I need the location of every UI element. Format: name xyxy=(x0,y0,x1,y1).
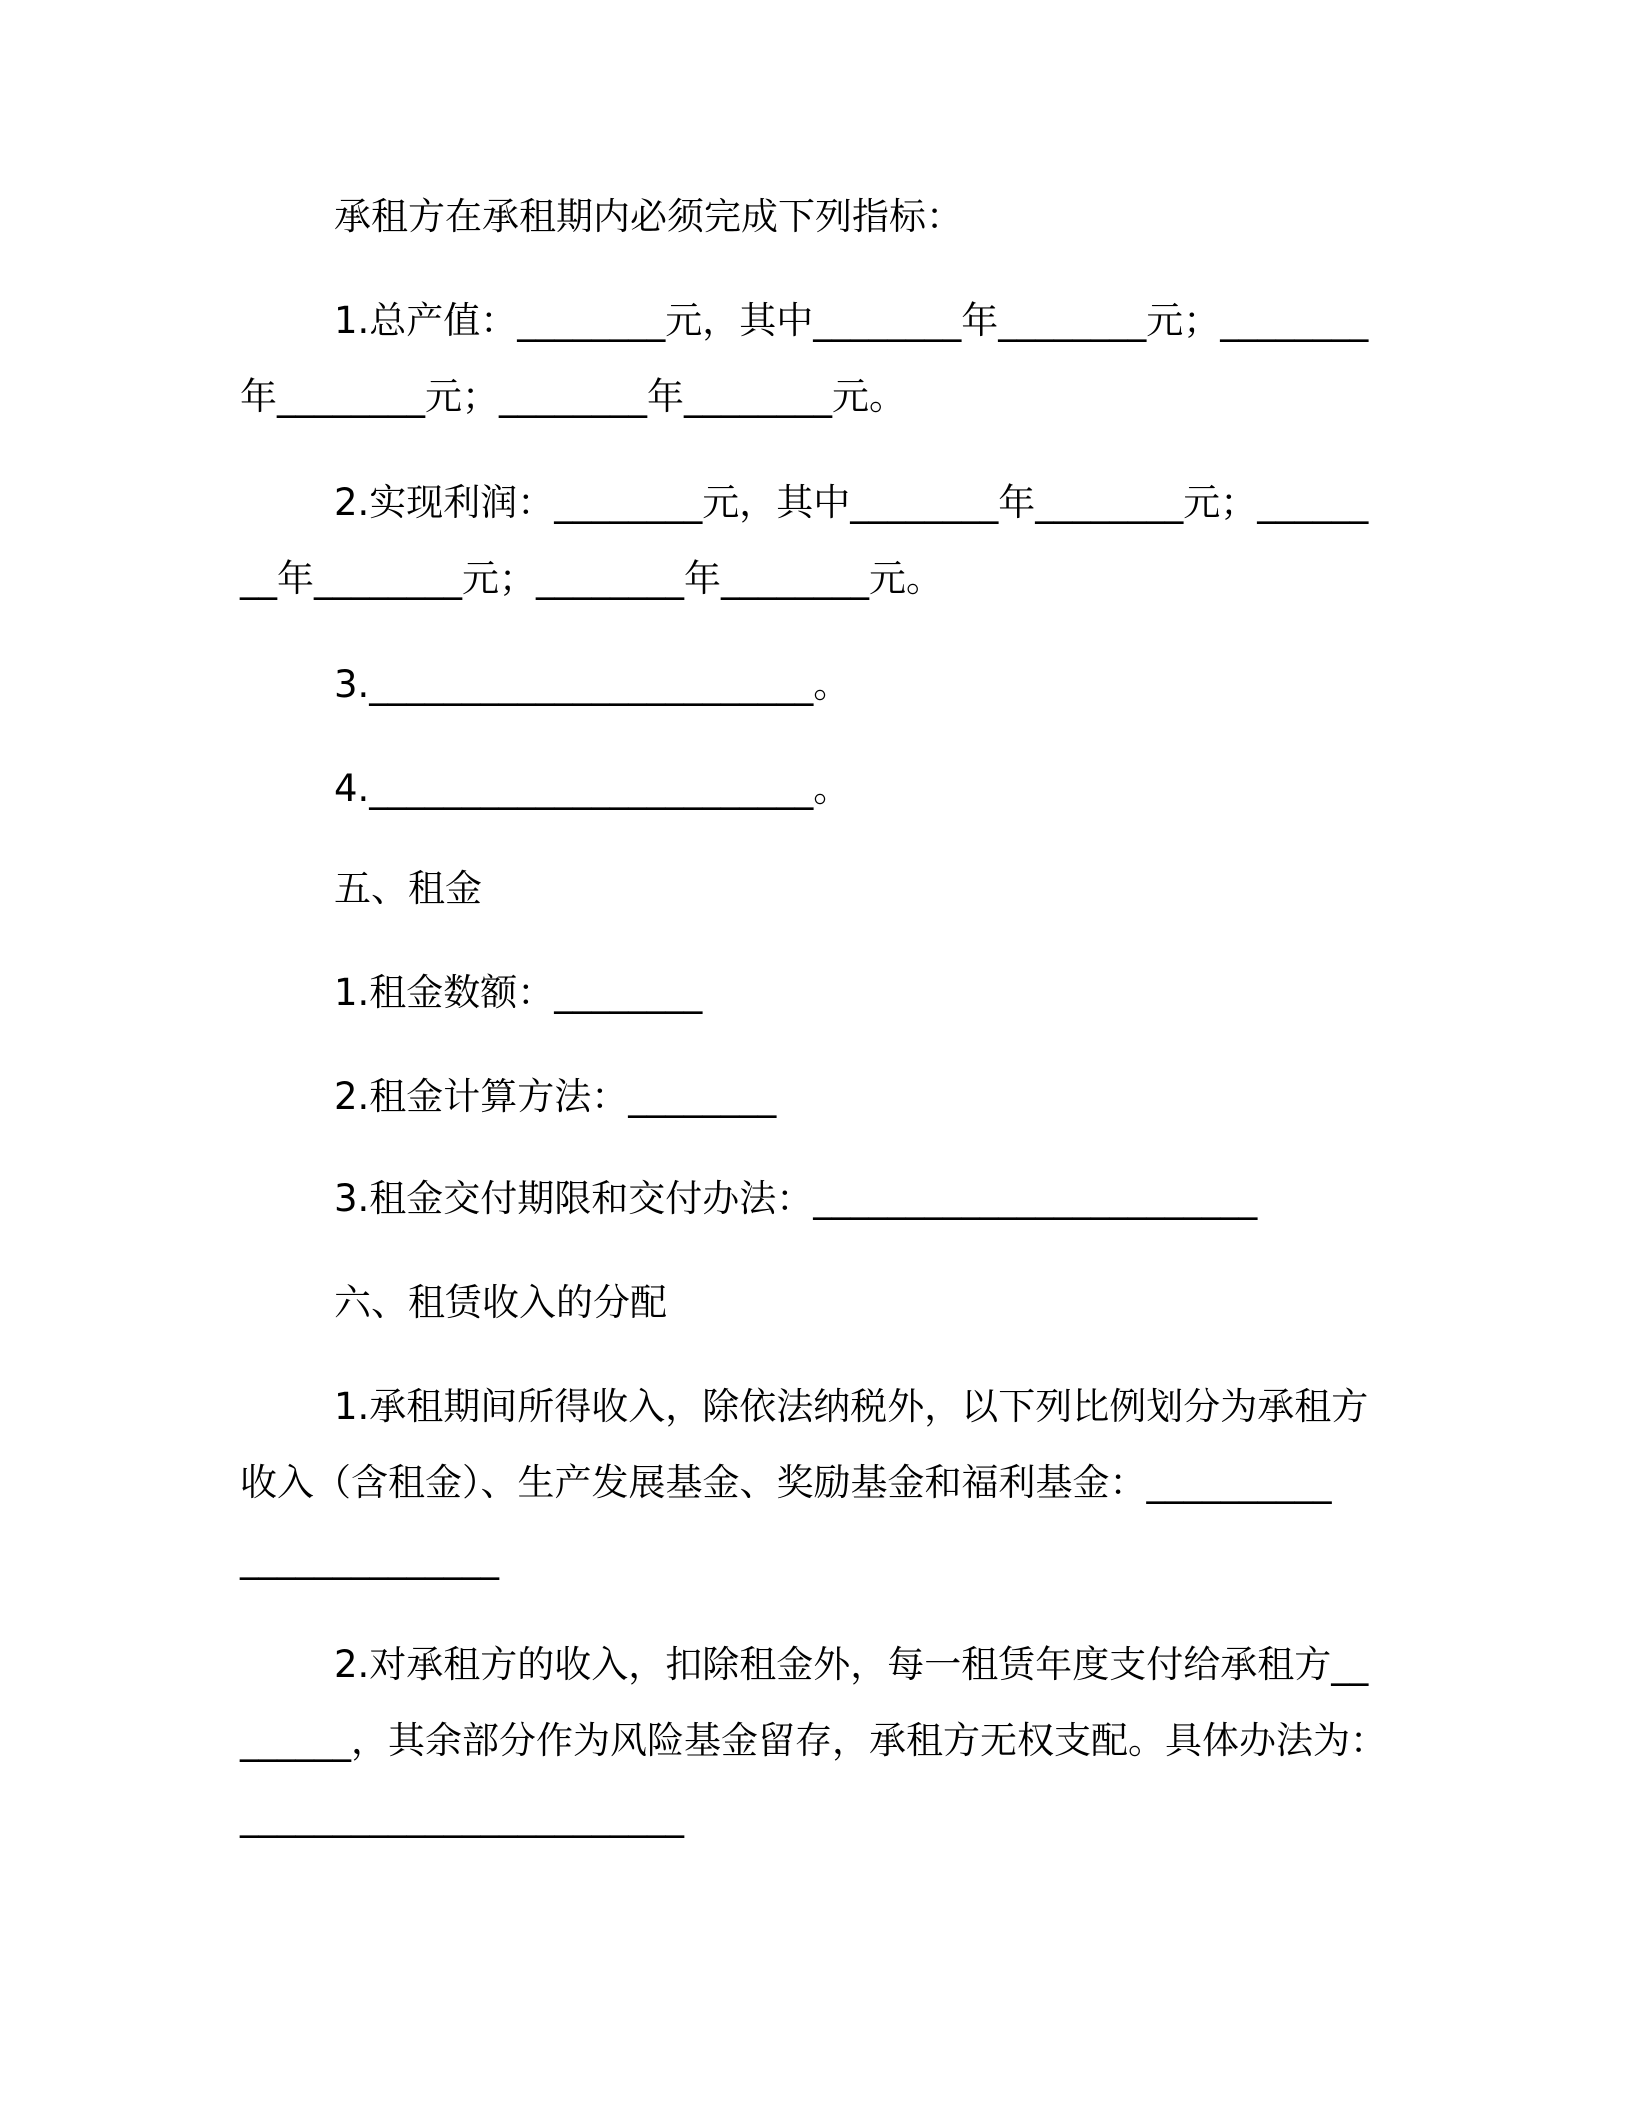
item-4-line: 4.________________________。 xyxy=(334,767,851,810)
output-value-line-1: 1.总产值：________元，其中________年________元；________ xyxy=(334,299,1369,342)
rent-amount-line: 1.租金数额：________ xyxy=(334,971,703,1014)
intro-line: 承租方在承租期内必须完成下列指标： xyxy=(334,195,963,238)
income-payment-line-3: ________________________ xyxy=(240,1795,684,1838)
income-payment-line-1: 2.对承租方的收入，扣除租金外，每一租赁年度支付给承租方__ xyxy=(334,1643,1369,1686)
income-division-line-2: 收入（含租金）、生产发展基金、奖励基金和福利基金：__________ xyxy=(240,1461,1332,1504)
rent-payment-line: 3.租金交付期限和交付办法：________________________ xyxy=(334,1177,1258,1220)
section-6-heading: 六、租赁收入的分配 xyxy=(334,1281,667,1324)
profit-line-1: 2.实现利润：________元，其中________年________元；______ xyxy=(334,481,1369,524)
income-payment-line-2: ______，其余部分作为风险基金留存，承租方无权支配。具体办法为： xyxy=(240,1719,1387,1762)
profit-line-2: __年________元；________年________元。 xyxy=(240,557,943,600)
section-5-heading: 五、租金 xyxy=(334,867,482,910)
income-division-line-3: ______________ xyxy=(240,1537,499,1580)
item-3-line: 3.________________________。 xyxy=(334,663,851,706)
rent-method-line: 2.租金计算方法：________ xyxy=(334,1075,777,1118)
income-division-line-1: 1.承租期间所得收入，除依法纳税外，以下列比例划分为承租方 xyxy=(334,1385,1369,1428)
output-value-line-2: 年________元；________年________元。 xyxy=(240,375,906,418)
